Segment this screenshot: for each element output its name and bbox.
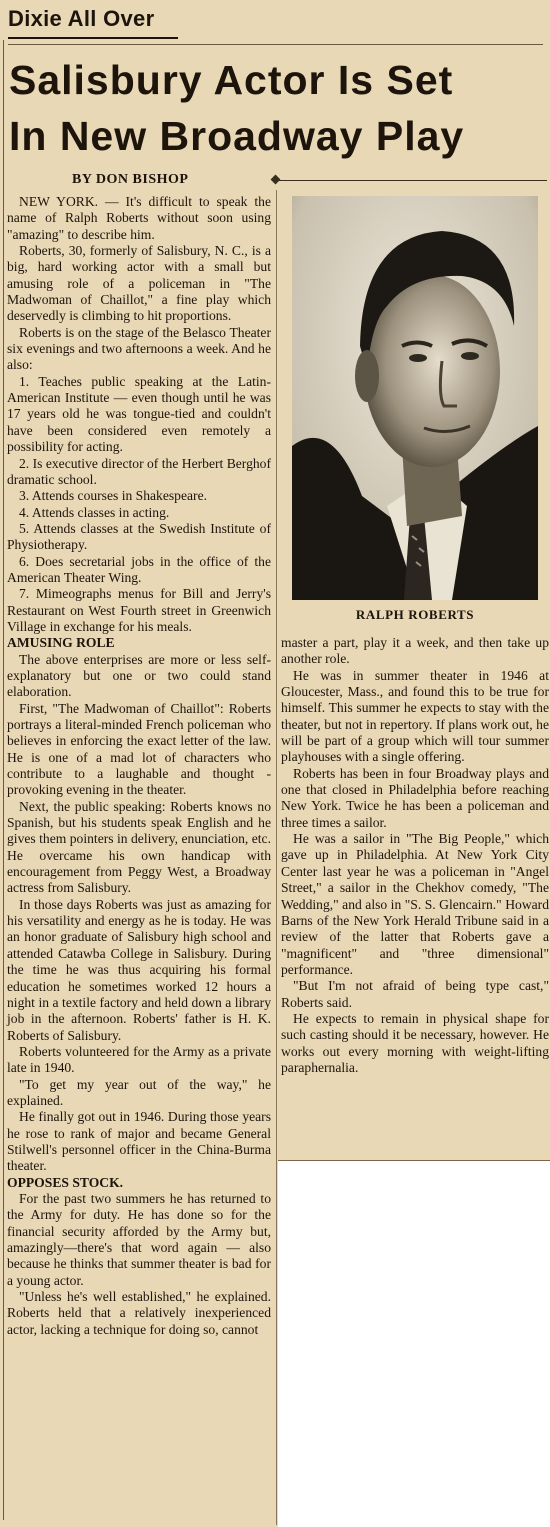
paragraph: 5. Attends classes at the Swedish Institute of Physiotherapy. [7, 520, 271, 553]
paragraph: He finally got out in 1946. During those years he rose to rank of major and became General Stilwell's personnel officer in the China-Burma theater. [7, 1109, 271, 1174]
headline [9, 52, 539, 164]
paragraph: "But I'm not afraid of being type cast," Roberts said. [281, 978, 549, 1010]
portrait-photo [292, 196, 538, 600]
headline-line: Salisbury Actor Is Set [9, 57, 454, 103]
paragraph: 4. Attends classes in acting. [19, 504, 170, 520]
paragraph: Roberts volunteered for the Army as a private late in 1940. [7, 1043, 271, 1076]
paragraph: He was in summer theater in 1946 at Gloucester, Mass., and found this to be true for himself. This summer he expects to stay with the theater, but not in repertory. If plans work out, he will be part of a group which will tour summer playhouses with a single offering. [281, 667, 549, 765]
paragraph: For the past two summers he has returned to the Army for duty. He has done so for the financial security afforded by the Army but, amazingly—there's that word again — also because he thinks that summer theater is bad for a young actor. [7, 1190, 271, 1288]
article-column-right [281, 635, 549, 1076]
headline-line: In New Broadway Play [9, 113, 465, 159]
paragraph: NEW YORK. — It's difficult to speak the name of Ralph Roberts without soon using "amazing" to describe him. [7, 194, 271, 242]
paragraph: 6. Does secretarial jobs in the office of the American Theater Wing. [7, 553, 271, 585]
paragraph: 7. Mimeographs menus for Bill and Jerry's Restaurant on West Fourth street in Greenwich Village in exchange for his meals. [7, 586, 271, 634]
column-divider [276, 190, 277, 1525]
subhead: AMUSING ROLE [7, 635, 115, 651]
paragraph: Roberts, 30, formerly of Salisbury, N. C., is a big, hard working actor with a small but amusing role of a policeman in "The Madwoman of Chaillot," a fine play which deservedly is climbing to hit proportions. [7, 243, 271, 324]
paragraph: In those days Roberts was just as amazing for his versatility and energy as he is today. He was an honor graduate of Salisbury high school and attended Catawba College in Salisbury. During the time he was thus acquiring his formal education he sometimes worked 12 hours a night in a textile factory and held down a library job in the afternoon. Roberts' father is H. K. Roberts of Salisbury. [7, 896, 271, 1043]
paragraph: master a part, play it a week, and then take up another role. [281, 635, 549, 667]
paragraph: He expects to remain in physical shape for such casting should it be necessary, however. He works out every morning with weight-lifting paraphernalia. [281, 1010, 549, 1075]
paragraph: He was a sailor in "The Big People," which gave up in Philadelphia. At New York City Center last year he was a policeman in "Angel Street," a sailor in the Chekhov comedy, "The Wedding," and also in "S. S. Glencairn." Howard Barns of the New York Herald Tribune said in a review of the latter that Roberts gave a "magnificent" and "three dimensional" performance. [281, 831, 549, 977]
subhead: OPPOSES STOCK. [7, 1174, 124, 1190]
paragraph: 2. Is executive director of the Herbert Berghof dramatic school. [7, 455, 271, 487]
paragraph: 3. Attends courses in Shakespeare. [19, 488, 208, 504]
paragraph: The above enterprises are more or less self-explanatory but one or two could stand elaboration. [7, 651, 271, 700]
paragraph: Roberts is on the stage of the Belasco Theater six evenings and two afternoons a week. And he also: [7, 324, 271, 373]
photo-caption: RALPH ROBERTS [355, 607, 475, 622]
clipping-edge [278, 1160, 550, 1161]
paragraph: Next, the public speaking: Roberts knows no Spanish, but his students speak English and he gives them pointers in delivery, enunciation, etc. He overcame his own handicap with encouragement from Peggy West, a Broadway actress from Salisbury. [7, 798, 271, 896]
left-margin-rule [3, 40, 4, 1520]
byline: BY DON BISHOP [72, 172, 189, 187]
paragraph: Roberts has been in four Broadway plays and one that closed in Philadelphia before reaching New York. Twice he has been a policeman and three times a sailor. [281, 765, 549, 830]
headline-rule [8, 44, 543, 45]
article-column-left [7, 194, 271, 1338]
section-underline [8, 37, 178, 39]
byline-rule [275, 180, 547, 181]
paragraph: "To get my year out of the way," he explained. [7, 1076, 271, 1108]
paragraph: "Unless he's well established," he explained. Roberts held that a relatively inexperienced actor, lacking a technique for doing so, cannot [7, 1289, 271, 1337]
paragraph: First, "The Madwoman of Chaillot": Roberts portrays a literal-minded French policeman who believes in enforcing the exact letter of the law. He is one of a mad lot of characters who contribute to a laughable and thought - provoking evening in the theater. [7, 700, 271, 798]
paragraph: 1. Teaches public speaking at the Latin-American Institute — even though until he was 17 years old he was tongue-tied and couldn't have been considered even remotely a possibility for acting. [7, 373, 271, 455]
section-title: Dixie All Over [8, 6, 155, 31]
